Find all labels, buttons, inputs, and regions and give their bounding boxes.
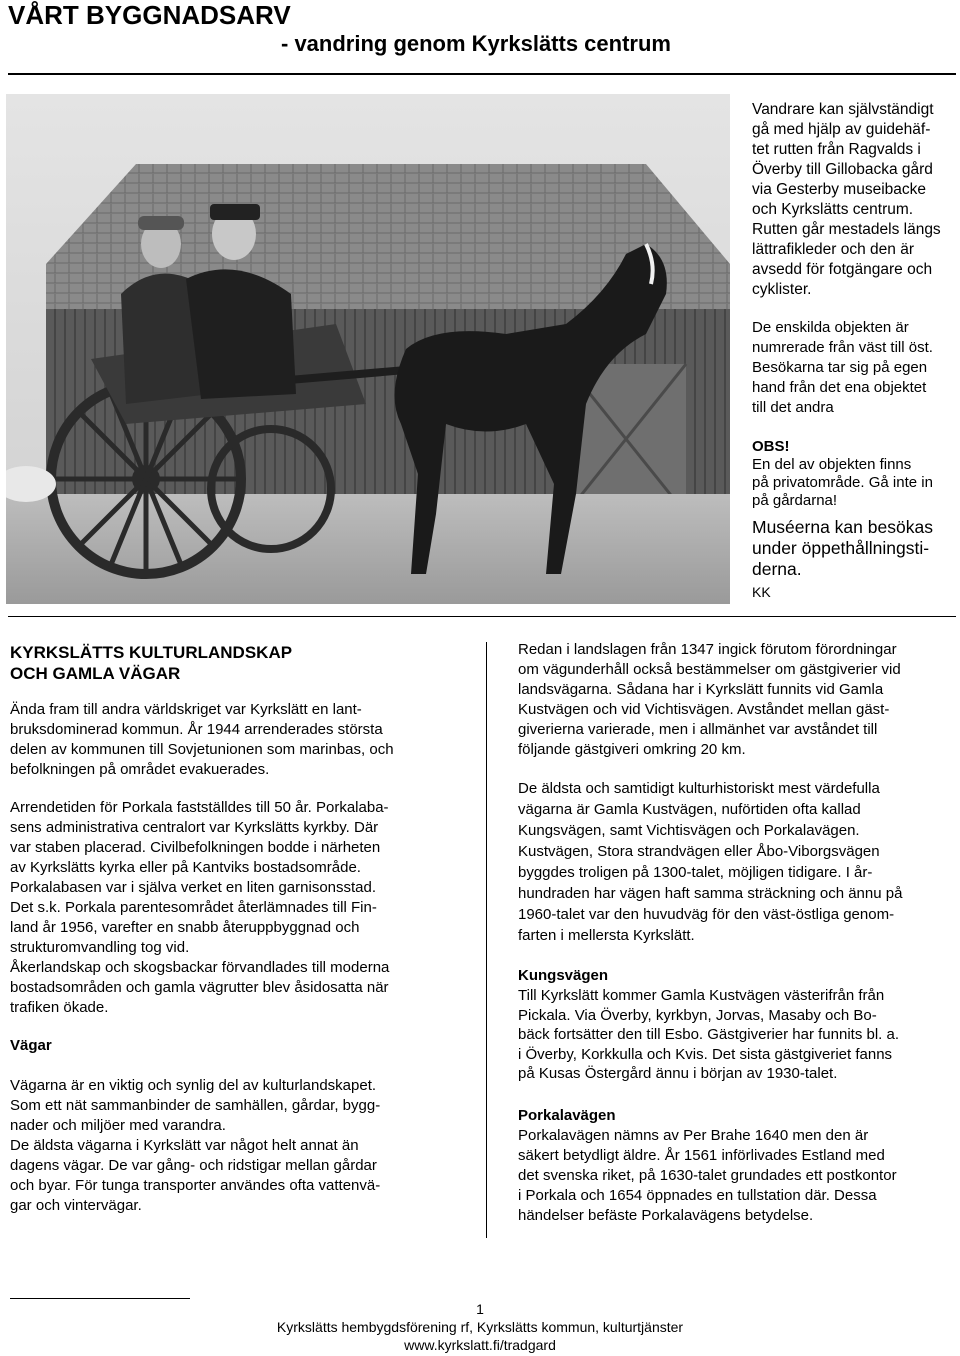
left-column [10, 642, 455, 1216]
paragraph: Redan i landslagen från 1347 ingick förutom förordningar om vägunderhåll också bestämmelser om gästgiverier vid landsvägarna. Sådana har i Kyrkslätt funnits vid Gamla Kustvägen och vid Vichtisvägen. Avståndet mellan gäst- giverierna varierade, men i allmänhet var avståndet till följande gästgiveri omkring 20 km. [518, 641, 901, 758]
paragraph: Till Kyrkslätt kommer Gamla Kustvägen västerifrån från Pickala. Via Överby, kyrkbyn, Jorvas, Masaby och Bo- bäck fortsätter den till Esbo. Gästgiverier har funnits bl. a. i Överby, Korkkulla och Kvis. Det sista gästgiveriet fanns på Kusas Östergård ännu i början av 1930-talet. [518, 987, 900, 1082]
column-divider [486, 642, 487, 1238]
sidebar-order: De enskilda objekten är numrerade från väst till öst. Besökarna tar sig på egen hand från det ena objektet till det andra [752, 319, 933, 416]
section-heading: KYRKSLÄTTS KULTURLANDSKAP OCH GAMLA VÄGAR [10, 643, 293, 683]
footer-rule [10, 1298, 190, 1299]
paragraph: Vägarna är en viktig och synlig del av kulturlandskapet. Som ett nät sammanbinder de samhällen, gårdar, bygg- nader och miljöer med varandra. De äldsta vägarna i Kyrkslätt var något helt annat än dagens vägar. De var gång- och ridstigar mellan gårdar och byar. För tunga transporter användes ofta vattenvä- gar och vintervägar. [10, 1077, 381, 1214]
paragraph: Arrendetiden för Porkala fastställdes till 50 år. Porkalaba- sens administrativa centralort var Kyrkslätts kyrkby. Där var staben placerad. Civilbefolkningen bodde i närheten av Kyrkslätts kyrka eller på Kantviks bostadsområde. Porkalabasen var i själva verket en liten garnisonsstad. Det s.k. Porkala parentesområdet återlämnades till Fin- land år 1956, varefter en snabb återuppbyggnad och strukturomvandling tog vid. Åkerlandskap och skogsbackar förvandlades till moderna bostadsområden och gamla vägrutter blev åsidosatta när trafiken ökade. [10, 799, 390, 1016]
sidebar-signature: KK [752, 584, 771, 600]
page-subtitle: - vandring genom Kyrkslätts centrum [281, 31, 671, 56]
right-column [518, 640, 960, 1226]
footer [0, 1300, 960, 1354]
horse-cart-photo-icon [6, 94, 730, 604]
obs-label: OBS! [752, 438, 790, 455]
footer-url[interactable]: www.kyrkslatt.fi/tradgard [404, 1337, 556, 1353]
photo-rule [8, 616, 956, 617]
page-number: 1 [476, 1301, 484, 1317]
porkalavagen-heading: Porkalavägen [518, 1106, 616, 1124]
page-title: VÅRT BYGGNADSARV [8, 0, 291, 30]
paragraph: Porkalavägen nämns av Per Brahe 1640 men den är säkert betydligt äldre. År 1561 införlivades Estland med det svenska riket, på 1630-talet grundades ett postkontor i Porkala och 1654 öppnades en tullstation där. Dessa händelser befäste Porkalavägens betydelse. [518, 1126, 897, 1224]
historic-photo [6, 94, 730, 604]
header-rule [8, 73, 956, 75]
footer-org: Kyrkslätts hembygdsförening rf, Kyrkslätts kommun, kulturtjänster [276, 1319, 684, 1335]
sidebar-obs: OBS! En del av objekten finns på privatområde. Gå inte in på gårdarna! [752, 438, 957, 510]
sidebar-intro: Vandrare kan självständigt gå med hjälp av guidehäf- tet rutten från Ragvalds i Överby till Gillobacka gård via Gesterby museibacke och Kyrkslätts centrum. Rutten går mestadels längs lättrafikleder och den är avsedd för fotgängare och cyklister. [752, 101, 941, 298]
paragraph: Ända fram till andra världskriget var Kyrkslätt en lant- bruksdominerad kommun. År 1944 arrenderades största delen av kommunen till Sovjetunionen som marinbas, och befolkningen på området evakuerades. [10, 701, 394, 778]
vagar-heading: Vägar [10, 1037, 52, 1054]
sidebar-museum: Muséerna kan besökas under öppethållningsti- derna. [752, 517, 933, 579]
kungsvagen-heading: Kungsvägen [518, 967, 609, 984]
paragraph: De äldsta och samtidigt kulturhistoriskt mest värdefulla vägarna är Gamla Kustvägen, nuförtiden ofta kallad Kungsvägen, samt Vichtisvägen och Porkalavägen. Kustvägen, Stora strandvägen eller Åbo-Viborgsvägen byggdes troligen på 1300-talet, möjligen tidigare. I år- hundraden har vägen haft samma sträckning och ännu på 1960-talet var den huvudväg för den väst-östliga genom- farten i mellersta Kyrkslätt. [518, 780, 903, 944]
